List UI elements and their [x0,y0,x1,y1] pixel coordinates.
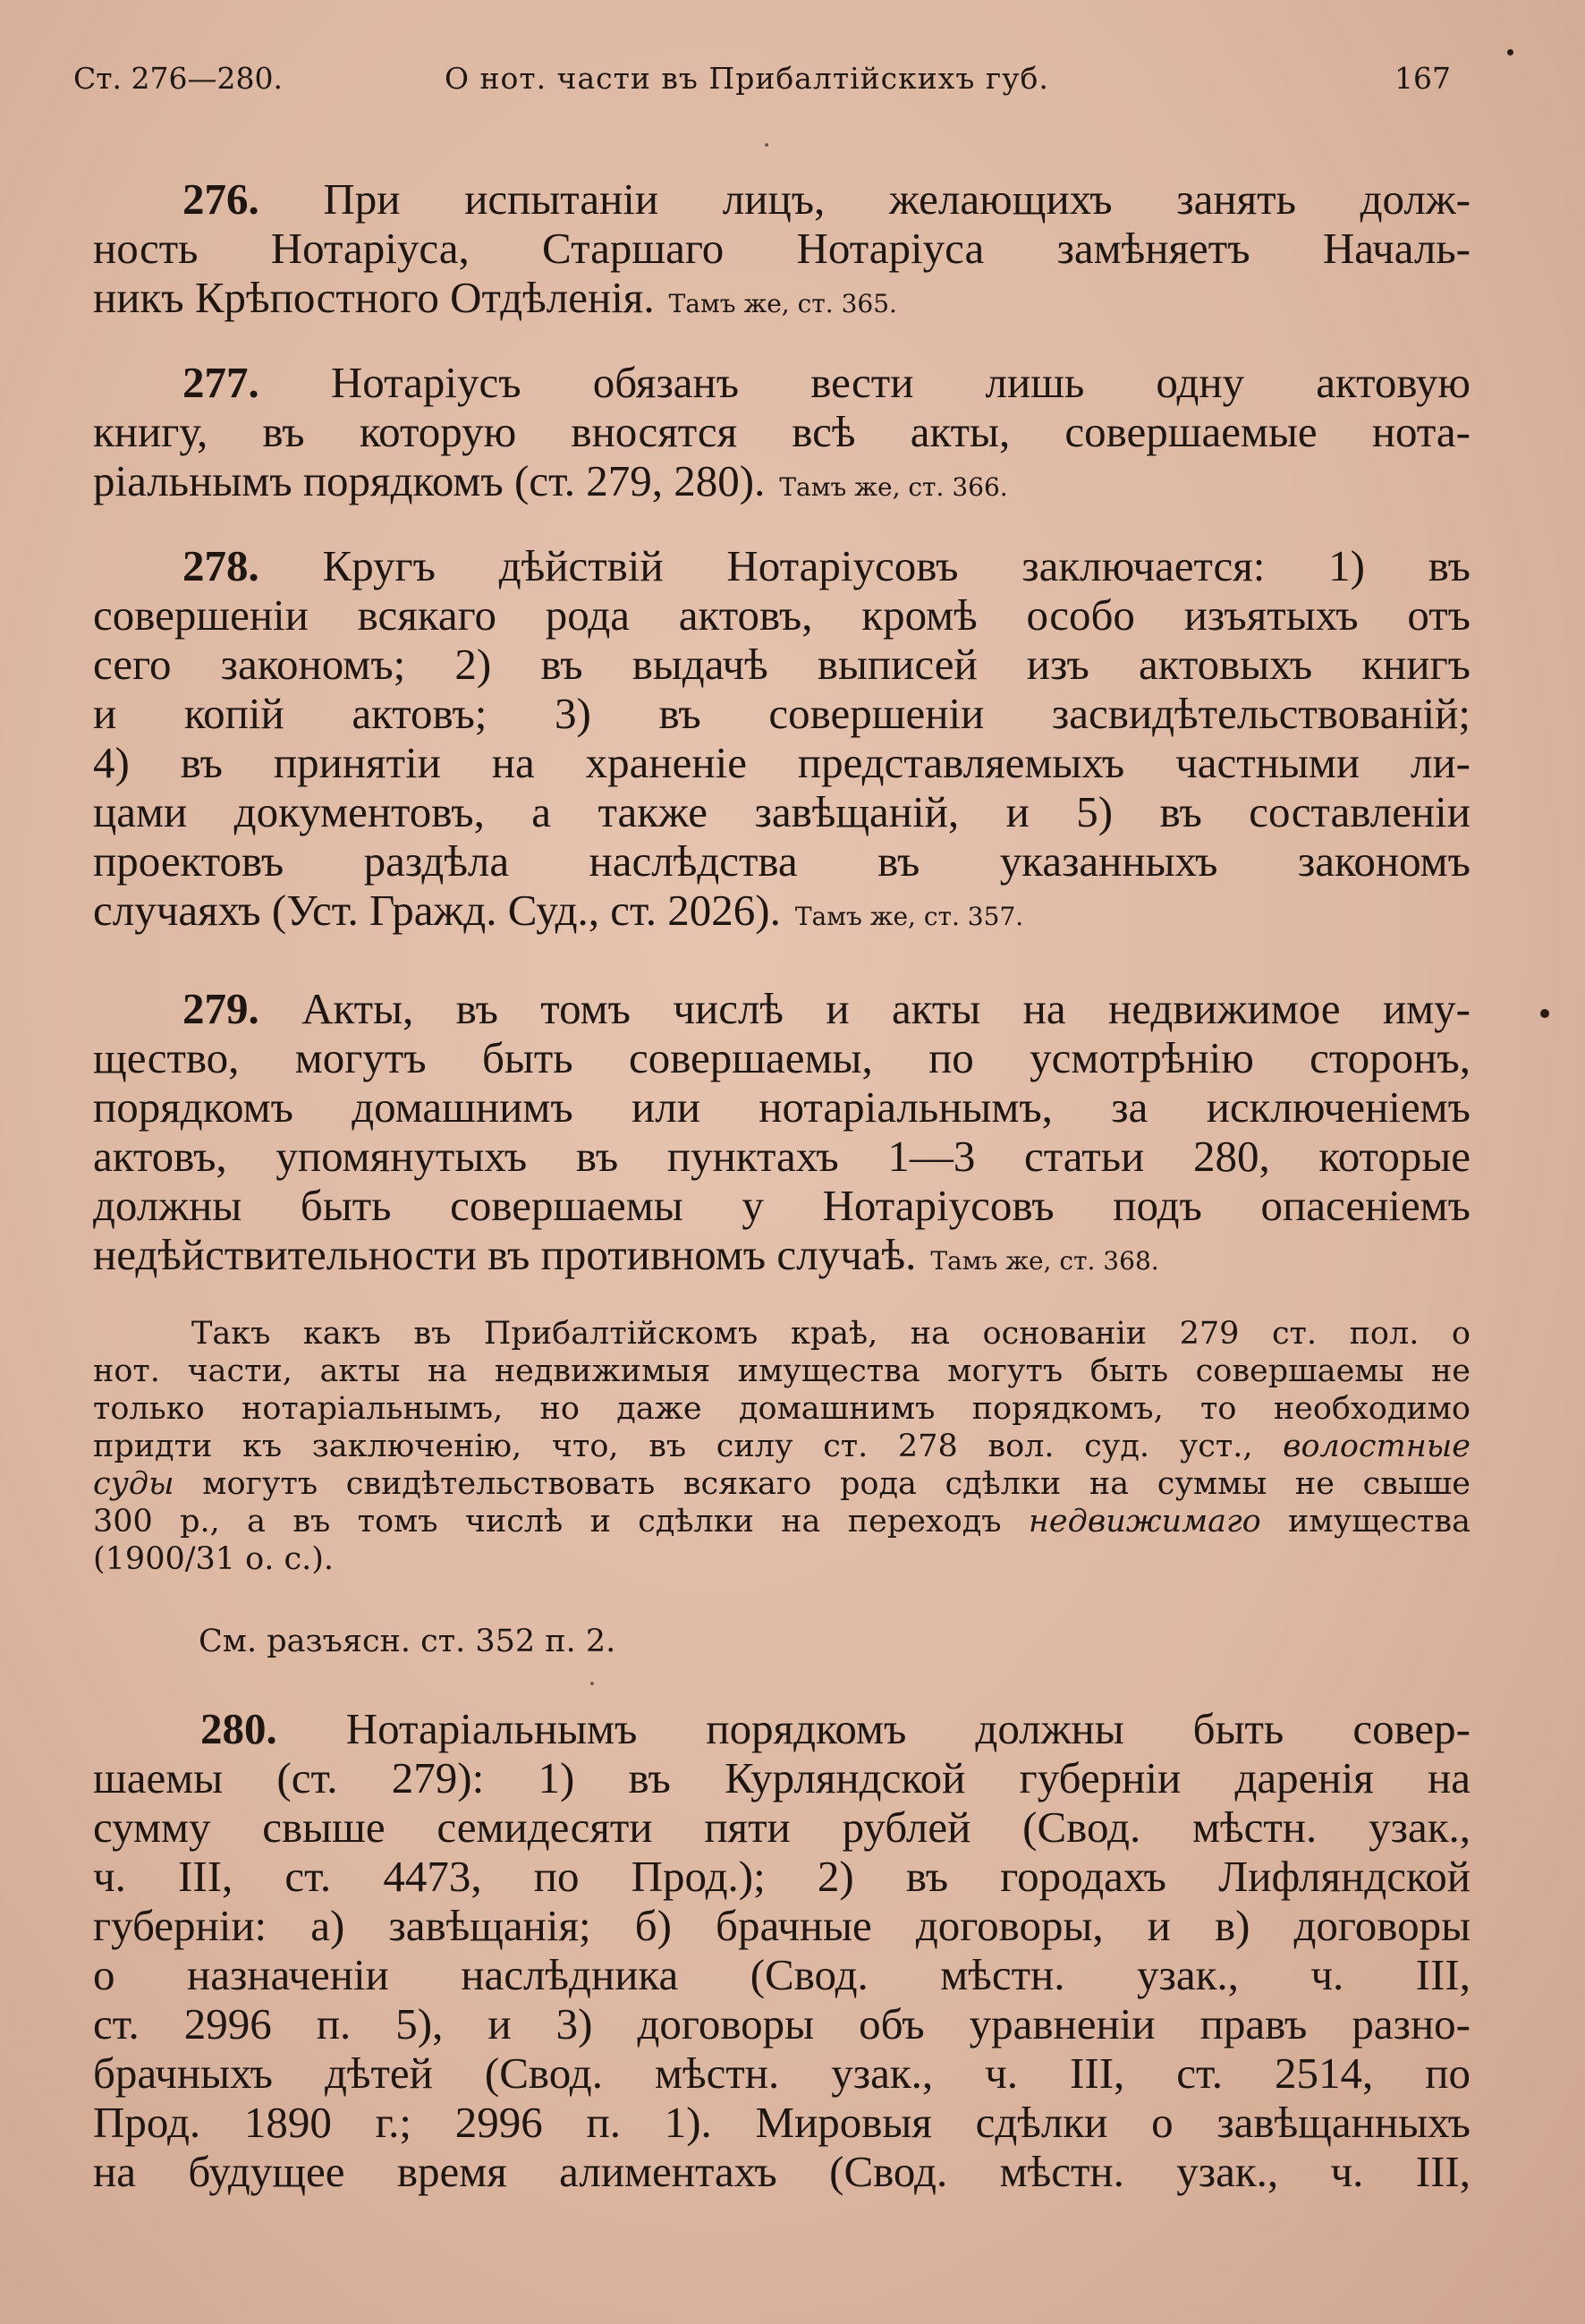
source-citation: Тамъ же, ст. 357. [794,902,1024,931]
article-text: Нотаріусъ обязанъ вести лишь одну актовую [330,358,1471,407]
article-number: 278. [182,541,259,590]
article-280 [93,1704,1471,2196]
article-text: случаяхъ (Уст. Гражд. Суд., ст. 2026). [93,886,781,935]
article-line: порядкомъ домашнимъ или нотаріальнымъ, за исключеніемъ [93,1082,1471,1132]
article-line: шаемы (ст. 279): 1) въ Курляндской губерніи даренія на [93,1753,1471,1802]
article-line: Прод. 1890 г.; 2996 п. 1). Мировыя сдѣлки о завѣщанныхъ [93,2098,1471,2147]
article-line: губерніи: а) завѣщанія; б) брачные договоры, и в) договоры [93,1901,1471,1950]
article-line: брачныхъ дѣтей (Свод. мѣстн. узак., ч. III, ст. 2514, по [93,2048,1471,2098]
article-line: книгу, въ которую вносятся всѣ акты, совершаемые нота- [93,407,1471,456]
article-line: на будущее время алиментахъ (Свод. мѣстн. узак., ч. III, [93,2147,1471,2196]
article-line: проектовъ раздѣла наслѣдства въ указанныхъ закономъ [93,836,1471,886]
note-text: могутъ свидѣтельствовать всякаго рода сдѣлки на суммы не свыше [202,1466,1471,1502]
note-line: Такъ какъ въ Прибалтійскомъ краѣ, на основаніи 279 ст. пол. о [191,1316,1471,1352]
article-text: Кругъ дѣйствій Нотаріусовъ заключается: 1) въ [322,541,1471,590]
article-text: недѣйствительности въ противномъ случаѣ. [93,1230,917,1279]
article-line: ч. III, ст. 4473, по Прод.); 2) въ городахъ Лифляндской [93,1852,1471,1901]
article-line [93,456,1471,512]
article-text: Акты, въ томъ числѣ и акты на недвижимое иму- [301,984,1471,1033]
paper-speck [1540,1009,1549,1018]
running-header [73,61,1451,115]
note-italic-term: недвижимаго [1028,1504,1261,1539]
article-line: сумму свыше семидесяти пяти рублей (Свод. мѣстн. узак., [93,1802,1471,1852]
note-line [93,1428,1471,1465]
article-number: 277. [182,358,259,407]
article-line: цами документовъ, а также завѣщаній, и 5) въ составленіи [93,787,1471,836]
article-line: щество, могутъ быть совершаемы, по усмотрѣнію сторонъ, [93,1033,1471,1082]
article-text: Нотаріальнымъ порядкомъ должны быть совер- [345,1704,1471,1753]
article-text: При испытаніи лицъ, желающихъ занять долж- [323,174,1471,224]
article-line: 4) въ принятіи на храненіе представляемыхъ частными ли- [93,738,1471,787]
note-line: нот. части, акты на недвижимыя имущества могутъ быть совершаемы не [93,1353,1471,1389]
article-line [93,273,1471,328]
article-line [93,1704,1471,1753]
note-italic-term: волостные [1283,1429,1471,1464]
commentary-note [93,1315,1471,1578]
note-line: (1900/31 о. с.). [93,1541,335,1577]
article-line: о назначеніи наслѣдника (Свод. мѣстн. узак., ч. III, [93,1950,1471,1999]
article-277 [93,358,1471,512]
paper-speck [1507,49,1513,55]
page-number: 167 [1394,61,1451,96]
article-line [93,886,1471,941]
article-line: и копій актовъ; 3) въ совершеніи засвидѣтельствованій; [93,689,1471,738]
article-text: никъ Крѣпостного Отдѣленія. [93,273,655,322]
source-citation: Тамъ же, ст. 368. [930,1246,1159,1276]
article-278 [93,541,1471,941]
article-line [93,984,1471,1033]
paper-speck [765,143,768,147]
note-line: только нотаріальнымъ, но даже домашнимъ порядкомъ, то необходимо [93,1391,1471,1427]
note-italic-term: суды [93,1466,174,1502]
article-line: ст. 2996 п. 5), и 3) договоры объ уравненіи правъ разно- [93,1999,1471,2048]
article-line [93,1230,1471,1285]
article-279 [93,984,1471,1285]
article-line: совершеніи всякаго рода актовъ, кромѣ особо изъятыхъ отъ [93,590,1471,640]
article-line: сего закономъ; 2) въ выдачѣ выписей изъ актовыхъ книгъ [93,640,1471,689]
article-line: должны быть совершаемы у Нотаріусовъ подъ опасеніемъ [93,1181,1471,1230]
cross-reference: См. разъясн. ст. 352 п. 2. [199,1624,616,1659]
article-276 [93,174,1471,328]
article-number: 276. [182,174,259,224]
article-line [93,174,1471,224]
article-line: ность Нотаріуса, Старшаго Нотаріуса замѣняетъ Началь- [93,224,1471,273]
note-text: имущества [1288,1504,1471,1539]
article-text: ріальнымъ порядкомъ (ст. 279, 280). [93,456,766,505]
source-citation: Тамъ же, ст. 365. [668,289,897,318]
article-number: 280. [200,1704,277,1753]
header-title: О нот. части въ Прибалтійскихъ губ. [445,61,1049,96]
article-line: актовъ, упомянутыхъ въ пунктахъ 1—3 статьи 280, которые [93,1132,1471,1181]
source-citation: Тамъ же, ст. 366. [779,472,1008,502]
note-text: придти къ заключенію, что, въ силу ст. 278 вол. суд. уст., [93,1429,1253,1464]
note-text: 300 р., а въ томъ числѣ и сдѣлки на переходъ [93,1504,1002,1539]
note-line [93,1465,1471,1503]
note-line [93,1503,1471,1540]
article-line [93,541,1471,590]
paper-speck [590,1682,594,1685]
header-article-range: Ст. 276—280. [73,61,283,96]
article-line [93,358,1471,407]
article-number: 279. [182,984,259,1033]
